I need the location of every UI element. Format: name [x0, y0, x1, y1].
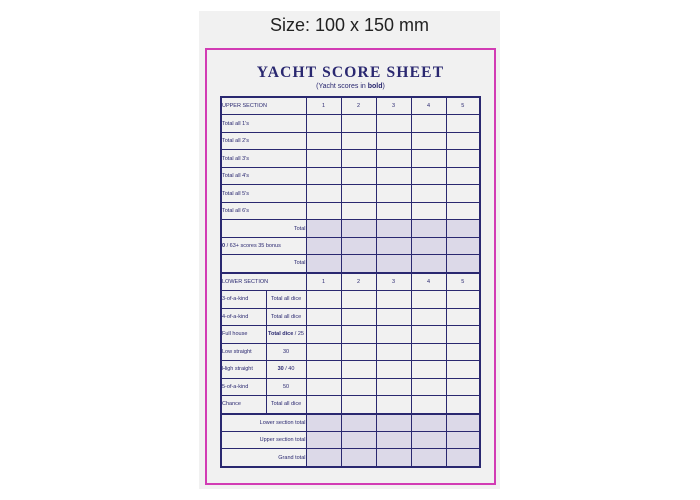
upper-total2-row — [221, 255, 480, 273]
score-cell[interactable] — [306, 431, 341, 448]
score-cell[interactable] — [411, 237, 446, 254]
upper-row — [221, 150, 480, 167]
score-cell[interactable] — [411, 255, 446, 273]
score-cell[interactable] — [411, 220, 446, 237]
player-number: 1 — [306, 273, 341, 291]
score-cell[interactable] — [341, 361, 376, 378]
score-cell[interactable] — [446, 326, 480, 343]
score-cell[interactable] — [411, 132, 446, 149]
lower-row — [221, 291, 480, 308]
bonus-label — [221, 237, 306, 254]
lower-row — [221, 326, 480, 343]
score-cell[interactable] — [376, 431, 411, 448]
score-cell[interactable] — [306, 255, 341, 273]
score-cell[interactable] — [411, 150, 446, 167]
score-cell[interactable] — [446, 378, 480, 395]
player-number: 5 — [446, 97, 480, 115]
score-cell[interactable] — [341, 185, 376, 202]
score-cell[interactable] — [446, 361, 480, 378]
player-number: 3 — [376, 97, 411, 115]
section-heading: UPPER SECTION — [221, 97, 306, 115]
score-cell[interactable] — [341, 167, 376, 184]
scoring-rule-text: / 25 — [293, 331, 304, 338]
score-cell[interactable] — [306, 185, 341, 202]
total-label: Total — [221, 255, 306, 273]
score-cell[interactable] — [306, 150, 341, 167]
upper-row — [221, 115, 480, 132]
player-number: 2 — [341, 97, 376, 115]
score-cell[interactable] — [376, 343, 411, 360]
score-cell[interactable] — [446, 132, 480, 149]
category-label: 4-of-a-kind — [221, 308, 266, 325]
scoring-rule — [266, 396, 306, 414]
category-label: 5-of-a-kind — [221, 378, 266, 395]
score-cell[interactable] — [341, 396, 376, 414]
total-label: Total — [221, 220, 306, 237]
score-cell[interactable] — [341, 378, 376, 395]
score-cell[interactable] — [341, 150, 376, 167]
upper-row — [221, 132, 480, 149]
sheet-title: YACHT SCORE SHEET — [256, 64, 445, 81]
score-cell[interactable] — [306, 132, 341, 149]
score-cell[interactable] — [411, 291, 446, 308]
score-cell[interactable] — [411, 115, 446, 132]
score-cell[interactable] — [306, 167, 341, 184]
score-cell[interactable] — [376, 237, 411, 254]
score-cell[interactable] — [341, 449, 376, 467]
score-sheet — [205, 48, 496, 485]
score-cell[interactable] — [306, 449, 341, 467]
score-cell[interactable] — [341, 308, 376, 325]
score-cell[interactable] — [446, 150, 480, 167]
score-cell[interactable] — [341, 414, 376, 432]
score-cell[interactable] — [376, 414, 411, 432]
score-cell[interactable] — [376, 449, 411, 467]
lower-row — [221, 308, 480, 325]
score-cell[interactable] — [446, 449, 480, 467]
category-label: High straight — [221, 361, 266, 378]
score-cell[interactable] — [341, 202, 376, 219]
score-cell[interactable] — [306, 414, 341, 432]
score-cell[interactable] — [411, 202, 446, 219]
score-cell[interactable] — [446, 202, 480, 219]
player-number: 3 — [376, 273, 411, 291]
scoring-rule-bold: Total dice — [268, 331, 294, 338]
subtitle-suffix: ) — [382, 83, 385, 90]
lower-row — [221, 396, 480, 414]
bonus-zero: 0 — [222, 243, 226, 249]
score-cell[interactable] — [376, 291, 411, 308]
score-cell[interactable] — [376, 396, 411, 414]
score-cell[interactable] — [376, 185, 411, 202]
player-number: 4 — [411, 273, 446, 291]
player-number: 1 — [306, 97, 341, 115]
scoring-rule-text: Total all dice — [270, 313, 302, 320]
lower-total-row — [221, 449, 480, 467]
score-cell[interactable] — [411, 449, 446, 467]
score-cell[interactable] — [306, 237, 341, 254]
subtitle-prefix: (Yacht scores in — [316, 83, 368, 90]
score-cell[interactable] — [306, 343, 341, 360]
score-cell[interactable] — [411, 378, 446, 395]
category-label: Low straight — [221, 343, 266, 360]
category-label: Total all 5's — [221, 185, 306, 202]
score-cell[interactable] — [411, 308, 446, 325]
category-label: Total all 3's — [221, 150, 306, 167]
total-label: Lower section total — [221, 414, 306, 432]
upper-row — [221, 202, 480, 219]
score-cell[interactable] — [411, 414, 446, 432]
total-label: Upper section total — [221, 431, 306, 448]
score-cell[interactable] — [341, 115, 376, 132]
scoring-rule — [266, 378, 306, 395]
score-cell[interactable] — [341, 291, 376, 308]
score-cell[interactable] — [341, 326, 376, 343]
lower-total-row — [221, 414, 480, 432]
score-cell[interactable] — [376, 132, 411, 149]
score-cell[interactable] — [376, 220, 411, 237]
score-cell[interactable] — [376, 326, 411, 343]
upper-row — [221, 185, 480, 202]
score-cell[interactable] — [446, 291, 480, 308]
score-cell[interactable] — [341, 132, 376, 149]
score-cell[interactable] — [446, 185, 480, 202]
section-heading: LOWER SECTION — [221, 273, 306, 291]
category-label: Total all 1's — [221, 115, 306, 132]
scoring-rule — [266, 308, 306, 325]
score-cell[interactable] — [376, 167, 411, 184]
score-cell[interactable] — [306, 115, 341, 132]
page-frame — [199, 11, 500, 489]
score-cell[interactable] — [446, 343, 480, 360]
score-cell[interactable] — [306, 202, 341, 219]
score-cell[interactable] — [376, 202, 411, 219]
lower-row — [221, 378, 480, 395]
category-label: Total all 4's — [221, 167, 306, 184]
score-cell[interactable] — [376, 308, 411, 325]
subtitle-bold: bold — [367, 83, 383, 90]
scoring-rule-text: / 40 — [283, 366, 295, 373]
scoring-rule-text: 50 — [282, 383, 290, 390]
upper-row — [221, 167, 480, 184]
scoring-rule — [266, 291, 306, 308]
score-cell[interactable] — [446, 308, 480, 325]
lower-row — [221, 361, 480, 378]
lower-header-row — [221, 273, 480, 291]
score-cell[interactable] — [446, 414, 480, 432]
player-number: 5 — [446, 273, 480, 291]
score-cell[interactable] — [446, 255, 480, 273]
category-label: Total all 2's — [221, 132, 306, 149]
score-cell[interactable] — [411, 326, 446, 343]
score-cell[interactable] — [411, 343, 446, 360]
score-table — [220, 96, 481, 468]
player-number: 4 — [411, 97, 446, 115]
scoring-rule-text: Total all dice — [270, 296, 302, 303]
score-cell[interactable] — [306, 326, 341, 343]
score-cell[interactable] — [446, 220, 480, 237]
score-cell[interactable] — [306, 308, 341, 325]
lower-row — [221, 343, 480, 360]
score-cell[interactable] — [341, 255, 376, 273]
player-number: 2 — [341, 273, 376, 291]
score-cell[interactable] — [446, 115, 480, 132]
score-cell[interactable] — [306, 361, 341, 378]
category-label: Chance — [221, 396, 266, 414]
score-cell[interactable] — [306, 378, 341, 395]
scoring-rule-bold: 30 — [277, 366, 284, 373]
score-cell[interactable] — [411, 396, 446, 414]
score-cell[interactable] — [446, 431, 480, 448]
score-cell[interactable] — [341, 220, 376, 237]
sheet-subtitle — [207, 83, 494, 90]
score-cell[interactable] — [341, 343, 376, 360]
category-label: Full house — [221, 326, 266, 343]
score-cell[interactable] — [341, 237, 376, 254]
size-label: Size: 100 x 150 mm — [269, 15, 430, 35]
scoring-rule — [266, 343, 306, 360]
score-cell[interactable] — [376, 255, 411, 273]
score-cell[interactable] — [411, 167, 446, 184]
lower-total-row — [221, 431, 480, 448]
score-cell[interactable] — [341, 431, 376, 448]
bonus-text: / 63+ scores 35 bonus — [225, 243, 281, 249]
score-cell[interactable] — [376, 361, 411, 378]
score-cell[interactable] — [306, 396, 341, 414]
score-cell[interactable] — [376, 378, 411, 395]
score-cell[interactable] — [411, 185, 446, 202]
score-cell[interactable] — [306, 220, 341, 237]
upper-total-row — [221, 220, 480, 237]
score-cell[interactable] — [411, 361, 446, 378]
scoring-rule — [266, 361, 306, 378]
scoring-rule — [266, 326, 306, 343]
score-cell[interactable] — [376, 150, 411, 167]
score-cell[interactable] — [376, 115, 411, 132]
score-cell[interactable] — [446, 237, 480, 254]
score-cell[interactable] — [411, 431, 446, 448]
score-cell[interactable] — [446, 396, 480, 414]
category-label: 3-of-a-kind — [221, 291, 266, 308]
scoring-rule-text: 30 — [282, 348, 290, 355]
total-label: Grand total — [221, 449, 306, 467]
score-cell[interactable] — [306, 291, 341, 308]
score-cell[interactable] — [446, 167, 480, 184]
upper-header-row — [221, 97, 480, 115]
bonus-row — [221, 237, 480, 254]
category-label: Total all 6's — [221, 202, 306, 219]
scoring-rule-text: Total all dice — [270, 401, 302, 408]
